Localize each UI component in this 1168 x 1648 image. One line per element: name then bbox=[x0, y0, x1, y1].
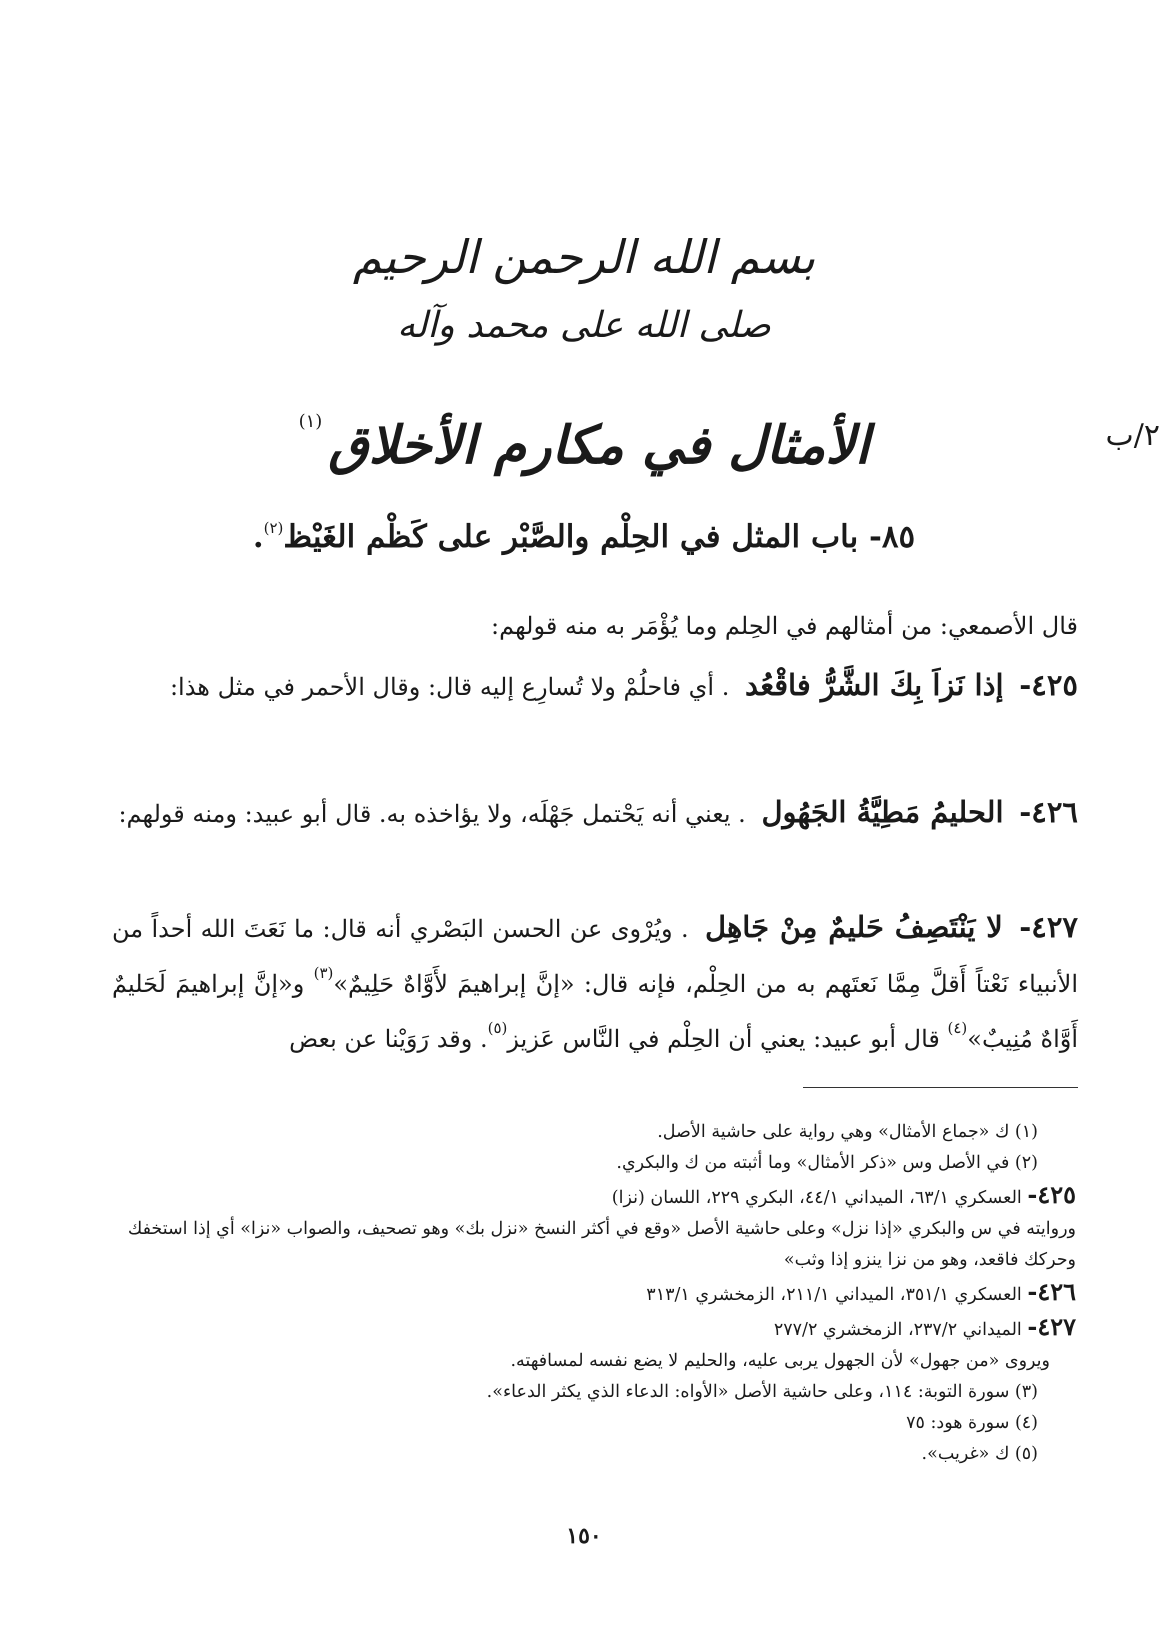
proverb-commentary: . أي فاحلُمْ ولا تُسارِع إليه قال: وقال الأحمر في مثل هذا: bbox=[169, 673, 730, 701]
basmala-heading: بسم الله الرحمن الرحيم bbox=[352, 230, 816, 284]
proverb-text: لا يَنْتَصِفُ حَليمٌ مِنْ جَاهِل bbox=[704, 910, 1003, 944]
book-title-footnote-ref: (١) bbox=[298, 411, 323, 432]
footnote-ref-4: (٤) bbox=[947, 1019, 968, 1037]
footnote-1: (١) ك «جماع الأمثال» وهي رواية على حاشية الأصل. bbox=[657, 1122, 1038, 1142]
source-text: الميداني ٢٣٧/٢، الزمخشري ٢٧٧/٢ bbox=[773, 1320, 1022, 1340]
book-title-text: الأمثال في مكارم الأخلاق bbox=[328, 415, 870, 476]
proverb-commentary: . يعني أنه يَحْتمل جَهْلَه، ولا يؤاخذه به. قال أبو عبيد: ومنه قولهم: bbox=[118, 800, 746, 828]
proverb-426 bbox=[112, 790, 1078, 836]
manuscript-folio-note: ٢/ب bbox=[1105, 418, 1160, 453]
footnote-2: (٢) في الأصل وس «ذكر الأمثال» وما أثبته من ك والبكري. bbox=[616, 1153, 1038, 1173]
footnote-ref-3: (٣) bbox=[313, 964, 334, 982]
source-426 bbox=[112, 1276, 1076, 1311]
proverb-commentary-cont: . وقد رَوَيْنا عن بعض bbox=[289, 1025, 488, 1053]
source-number: ٤٢٧- bbox=[1027, 1312, 1076, 1341]
proverb-commentary-cont: قال أبو عبيد: يعني أن الحِلْم في النَّاس عَزيز bbox=[507, 1025, 948, 1053]
proverb-commentary-cont: و«إنَّ إبراهيمَ لَحَليمٌ أَوَّاهٌ مُنِيبٌ» bbox=[112, 970, 1078, 1053]
chapter-heading bbox=[0, 507, 1168, 558]
source-number: ٤٢٥- bbox=[1027, 1180, 1076, 1209]
salawat-line: صلى الله على محمد وآله bbox=[397, 305, 771, 346]
footnote-3: (٣) سورة التوبة: ١١٤، وعلى حاشية الأصل «الأواه: الدعاء الذي يكثر الدعاء». bbox=[486, 1382, 1038, 1402]
chapter-footnote-ref: (٢) bbox=[263, 519, 284, 537]
proverb-number: ٤٢٧- bbox=[1019, 910, 1078, 944]
source-text: العسكري ٦٣/١، الميداني ٤٤/١، البكري ٢٢٩، اللسان (نزا) bbox=[611, 1188, 1022, 1208]
source-425-note: وروايته في س والبكري «إذا نزل» وعلى حاشية الأصل «وقع في أكثر النسخ «نزل بك» وهو تصحيف، والصواب «نزا» أي إذا استخفك وحركك فاقعد، وهو من نزا ينزو إذا وثب» bbox=[127, 1219, 1076, 1270]
footnote-divider bbox=[803, 1087, 1078, 1088]
proverb-427 bbox=[112, 905, 1078, 1061]
footnotes-section bbox=[112, 1117, 1076, 1470]
source-427-note: ويروى «من جهول» لأن الجهول يربى عليه، والحليم لا يضع نفسه لمسافهته. bbox=[510, 1351, 1050, 1371]
intro-paragraph: قال الأصمعي: من أمثالهم في الحِلم وما يُؤْمَر به منه قولهم: bbox=[491, 612, 1078, 640]
footnote-5: (٥) ك «غريب». bbox=[921, 1444, 1038, 1464]
proverb-commentary: . ويُرْوى عن الحسن البَصْري أنه قال: ما نَعَتَ الله أحداً من الأنبياء نَعْتاً أَقلَّ مِمَّا نَعتَهم به من الحِلْم، فإنه قال: «إنَّ إبراهيمَ لأَوَّاهٌ حَلِيمٌ» bbox=[112, 915, 1078, 998]
chapter-heading-text: ٨٥- باب المثل في الحِلْم والصَّبْر على كَظْم الغَيْظ bbox=[283, 519, 916, 555]
proverb-text: الحليمُ مَطِيَّةُ الجَهُول bbox=[761, 795, 1004, 829]
footnote-ref-5: (٥) bbox=[487, 1019, 508, 1037]
source-425 bbox=[112, 1179, 1076, 1214]
source-number: ٤٢٦- bbox=[1027, 1277, 1076, 1306]
proverb-number: ٤٢٥- bbox=[1019, 668, 1078, 702]
chapter-heading-end: . bbox=[252, 519, 264, 555]
book-title bbox=[0, 390, 1168, 478]
footnote-4: (٤) سورة هود: ٧٥ bbox=[906, 1413, 1038, 1433]
source-427 bbox=[112, 1311, 1076, 1346]
source-text: العسكري ٣٥١/١، الميداني ٢١١/١، الزمخشري ٣١٣/١ bbox=[646, 1285, 1022, 1305]
page-number: ١٥٠ bbox=[566, 1523, 602, 1549]
proverb-number: ٤٢٦- bbox=[1019, 795, 1078, 829]
proverb-text: إذا نَزاَ بِكَ الشَّرُّ فاقْعُد bbox=[744, 668, 1004, 702]
proverb-425 bbox=[112, 663, 1078, 709]
